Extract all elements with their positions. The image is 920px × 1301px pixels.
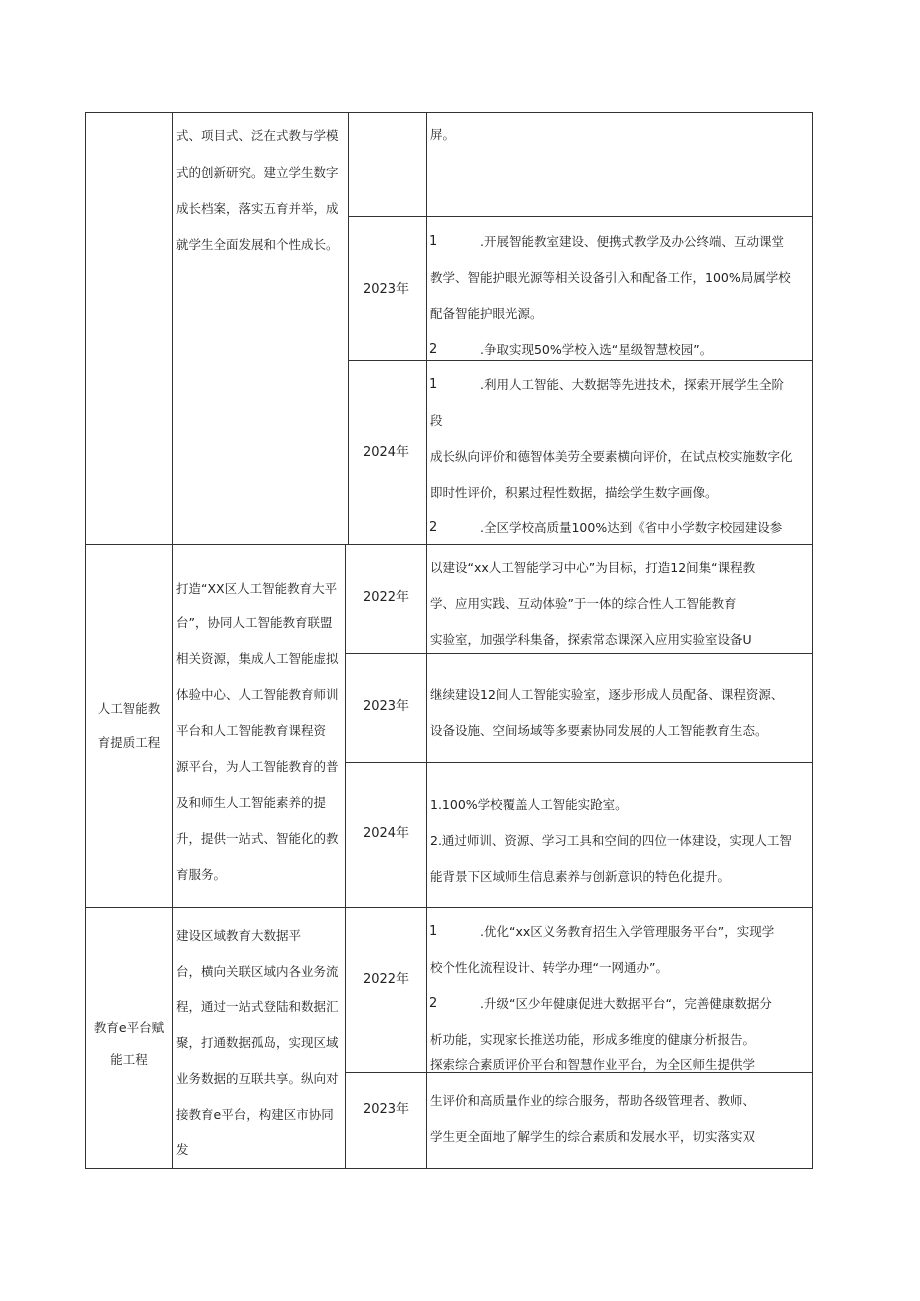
year-label: 2023年 (362, 699, 410, 714)
description-line: 源平台，为人工智能教育的普 (176, 759, 339, 774)
description-line: 建设区域教育大数据平 (176, 928, 302, 943)
description-line: 接教育e平台，构建区市协同 (176, 1107, 334, 1122)
column-divider-2 (345, 544, 346, 1169)
description-line: 相关资源，集成人工智能虚拟 (176, 651, 339, 666)
description-line: 台，横向关联区域内各业务流 (176, 964, 339, 979)
content-line: 探索综合素质评价平台和智慧作业平台，为全区师生提供学 (430, 1057, 756, 1072)
year-label: 2023年 (362, 1102, 410, 1117)
content-line: 以建设“xx人工智能学习中心”为目标，打造12间集“课程教 (430, 560, 756, 575)
table-border-bottom (85, 1168, 813, 1169)
category-line: 人工智能教 (97, 701, 161, 716)
item-number: 2 (429, 342, 438, 357)
item-number: 1 (429, 924, 438, 939)
content-line: 能背景下区域师生信息素养与创新意识的特色化提升。 (430, 869, 731, 884)
section-divider (85, 907, 813, 908)
content-line: 实验室，加强学科集备，探索常态课深入应用实验室设备U (430, 632, 752, 647)
description-line: 业务数据的互联共享。纵向对 (176, 1071, 339, 1086)
table-border-right (812, 112, 813, 1169)
description-line: 及和师生人工智能素养的提 (176, 795, 327, 810)
content-line: 学生更全面地了解学生的综合素质和发展水平，切实落实双 (430, 1129, 756, 1144)
category-line: 能工程 (110, 1052, 148, 1067)
description-line: 发 (176, 1142, 189, 1157)
content-line: 2.通过师训、资源、学习工具和空间的四位一体建设，实现人工智 (430, 833, 792, 848)
description-line: 打造“XX区人工智能教育大平 (176, 581, 338, 596)
content-line: .开展智能教室建设、便携式教学及办公终端、互动课堂 (480, 234, 784, 249)
description-line: 程，通过一站式登陆和数据汇 (176, 999, 339, 1014)
category-line: 育提质工程 (97, 735, 161, 750)
year-label: 2024年 (362, 445, 410, 460)
description-line: 就学生全面发展和个性成长。 (176, 237, 339, 252)
item-number: 1 (429, 234, 438, 249)
column-divider-2-top (348, 112, 349, 544)
content-line: 配备智能护眼光源。 (430, 306, 543, 321)
item-number: 1 (429, 377, 438, 392)
description-line: 平台和人工智能教育课程资 (176, 723, 327, 738)
item-number: 2 (429, 996, 438, 1011)
content-line: 即时性评价，积累过程性数据，描绘学生数字画像。 (430, 485, 718, 500)
description-line: 成长档案，落实五育并举，成 (176, 201, 339, 216)
column-divider-3 (426, 112, 427, 1169)
description-line: 升，提供一站式、智能化的教 (176, 831, 339, 846)
content-line: 设备设施、空间场域等多要素协同发展的人工智能教育生态。 (430, 723, 768, 738)
previous-row-tail: 屏。 (430, 127, 456, 142)
content-line: .优化“xx区义务教育招生入学管理服务平台”，实现学 (480, 924, 775, 939)
content-line: 继续建设12间人工智能实验室，逐步形成人员配备、课程资源、 (430, 687, 784, 702)
content-line: .利用人工智能、大数据等先进技术，探索开展学生全阶 (480, 377, 784, 392)
section-divider (85, 544, 813, 545)
content-line: 学、应用实践、互动体验”于一体的综合性人工智能教育 (430, 596, 737, 611)
category-line: 教育e平台赋 (93, 1020, 165, 1035)
year-label: 2023年 (362, 282, 410, 297)
content-line: 析功能，实现家长推送功能，形成多维度的健康分析报告。 (430, 1032, 756, 1047)
content-line: .升级“区少年健康促进大数据平台“，完善健康数据分 (480, 996, 772, 1011)
content-line: 段 (430, 413, 443, 428)
description-line: 式的创新研究。建立学生数字 (176, 165, 339, 180)
column-divider-1 (172, 112, 173, 1169)
content-line: 校个性化流程设计、转学办理“一网通办”。 (430, 960, 668, 975)
year-label: 2024年 (362, 826, 410, 841)
content-line: 生评价和高质量作业的综合服务，帮助各级管理者、教师、 (430, 1093, 756, 1108)
content-line: .全区学校高质量100%达到《省中小学数字校园建设参 (480, 520, 783, 535)
year-label: 2022年 (362, 590, 410, 605)
table-border-left (85, 112, 86, 1169)
row-divider (348, 360, 813, 361)
table-border-top (85, 112, 813, 113)
content-line: 教学、智能护眼光源等相关设备引入和配备工作，100%局属学校 (430, 270, 791, 285)
content-line: 1.100%学校覆盖人工智能实跄室。 (430, 797, 628, 812)
row-divider (348, 216, 813, 217)
item-number: 2 (429, 520, 438, 535)
description-line: 育服务。 (176, 867, 227, 882)
description-line: 体验中心、人工智能教育师训 (176, 687, 339, 702)
description-line: 式、项目式、泛在式教与学模 (176, 128, 339, 143)
row-divider (345, 653, 813, 654)
content-line: 成长纵向评价和德智体美劳全要素横向评价，在试点校实施数字化 (430, 449, 793, 464)
row-divider (345, 762, 813, 763)
description-line: 聚，打通数据孤岛，实现区域 (176, 1035, 339, 1050)
content-line: .争取实现50%学校入选“星级智慧校园”。 (480, 342, 713, 357)
description-line: 台”，协同人工智能教育联盟 (176, 615, 333, 630)
year-label: 2022年 (362, 972, 410, 987)
